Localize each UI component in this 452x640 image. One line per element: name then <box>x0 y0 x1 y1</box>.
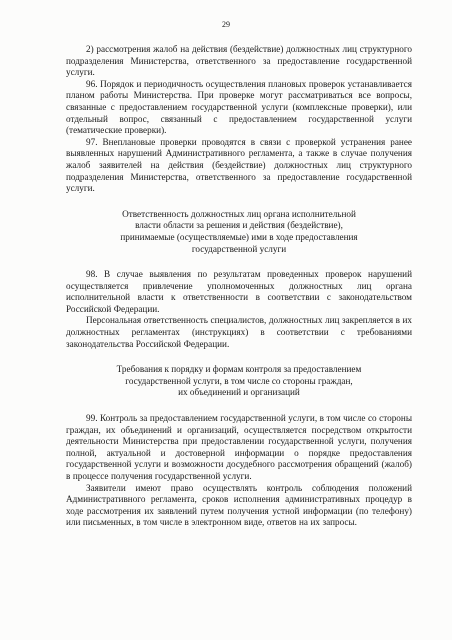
section-heading-control-requirements <box>96 364 382 399</box>
heading-line: государственной услуги, в том числе со стороны граждан, <box>125 375 353 386</box>
paragraph-99: 99. Контроль за предоставлением государственной услуги, в том числе со стороны граждан, их объединений и организаций, осуществляется посредством открытости деятельности Министерства при предоставлении государственной услуги, получения полной, актуальной и достоверной информации о порядке предоставления государственной услуги и возможности досудебного рассмотрения обращений (жалоб) в процессе получения государственной услуги. <box>66 413 412 481</box>
heading-line: власти области за решения и действия (бездействие), <box>135 220 343 231</box>
paragraph-97: 97. Внеплановые проверки проводятся в связи с проверкой устранения ранее выявленных нарушений Административного регламента, а также в случае получения жалоб заявителей на действия (бездействие) должностных лиц структурного подразделения Министерства, ответственного за предоставление государственной услуги. <box>66 136 412 194</box>
heading-line: их объединений и организаций <box>178 387 300 398</box>
page-number: 29 <box>222 20 230 29</box>
paragraph-96: 96. Порядок и периодичность осуществления плановых проверок устанавливается планом работы Министерства. При проверке могут рассматриваться все вопросы, связанные с предоставлением государственной услуги (комплексные проверки), или отдельный вопрос, связанный с предоставлением государственной услуги (тематические проверки). <box>66 78 412 136</box>
paragraph-95-item-2: 2) рассмотрения жалоб на действия (бездействие) должностных лиц структурного подразделения Министерства, ответственного за предоставление государственной услуги. <box>66 44 412 78</box>
heading-line: принимаемые (осуществляемые) ими в ходе предоставления <box>120 231 358 242</box>
paragraph-applicants-rights: Заявители имеют право осуществлять контроль соблюдения положений Административного регламента, сроков исполнения административных процедур в ходе рассмотрения их заявлений путем получения устной информации (по телефону) или письменных, в том числе в электронном виде, ответов на их запросы. <box>66 482 412 528</box>
heading-line: государственной услуги <box>191 243 287 254</box>
paragraph-personal-responsibility: Персональная ответственность специалистов, должностных лиц закрепляется в их должностных регламентах (инструкциях) в соответствии с требованиями законодательства Российской Федерации. <box>66 315 412 349</box>
paragraph-98: 98. В случае выявления по результатам проведенных проверок нарушений осуществляется привлечение уполномоченных должностных лиц органа исполнительной власти к ответственности в соответствии с законодательством Российской Федерации. <box>66 269 412 314</box>
section-heading-responsibility <box>96 209 382 255</box>
document-body <box>66 44 412 529</box>
heading-line: Требования к порядку и формам контроля за предоставлением <box>116 364 362 375</box>
heading-line: Ответственность должностных лиц органа исполнительной <box>122 208 356 219</box>
